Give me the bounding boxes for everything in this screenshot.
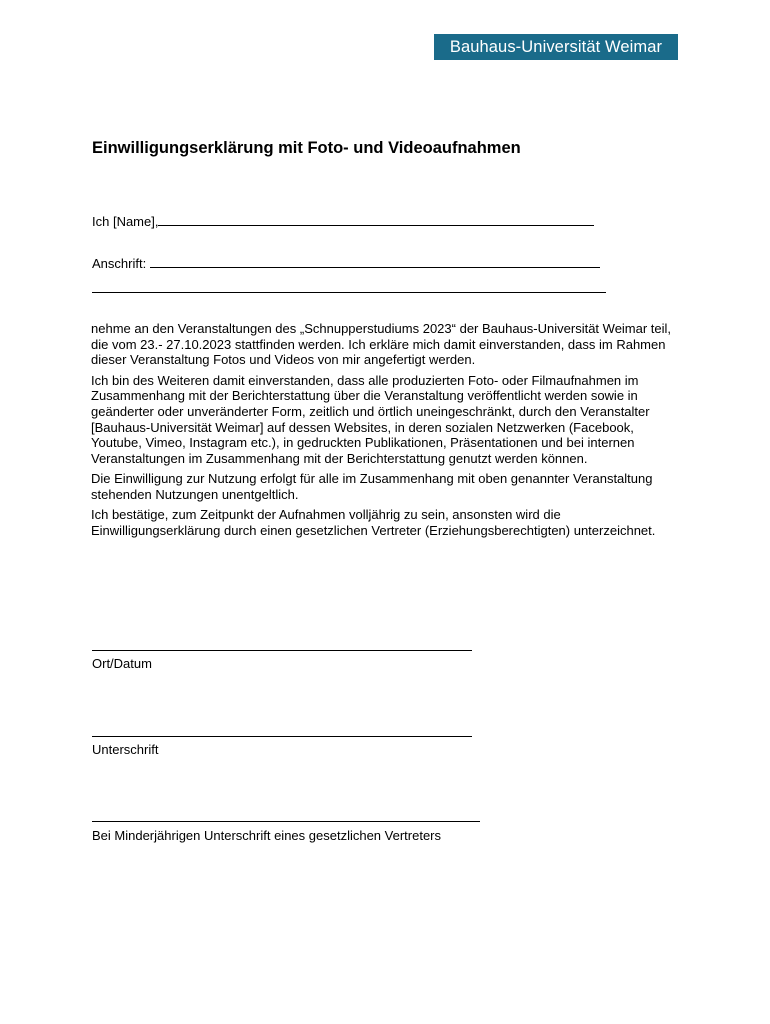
paragraph-publication: Ich bin des Weiteren damit einverstanden, dass alle produzierten Foto- oder Filmaufnahmen im Zusammenhang mit der Berichterstattung über die Veranstaltung veröffentlicht werden sowie in geänderter oder unveränderter Form, zeitlich und örtlich uneingeschränkt, durch den Veranstalter [Bauhaus-Universität Weimar] auf dessen Websites, in deren sozialen Netzwerken (Facebook, Youtube, Vimeo, Instagram etc.), in gedruckten Publikationen, Präsentationen und bei internen Veranstaltungen im Zusammenhang mit der Berichterstattung genutzt werden können.	[91, 372, 650, 467]
place-date-line[interactable]	[92, 650, 472, 651]
consent-text	[91, 321, 676, 543]
paragraph-participation: nehme an den Veranstaltungen des „Schnupperstudiums 2023“ der Bauhaus-Universität Weimar teil, die vom 23.- 27.10.2023 stattfinden werden. Ich erkläre mich damit einverstanden, dass im Rahmen dieser Veranstaltung Fotos und Videos von mir angefertigt werden.	[91, 321, 672, 368]
address-blank-line-1[interactable]	[150, 256, 600, 268]
guardian-signature-label: Bei Minderjährigen Unterschrift eines gesetzlichen Vertreters	[92, 828, 442, 843]
signature-label: Unterschrift	[92, 742, 159, 757]
name-label: Ich [Name],	[92, 214, 159, 229]
signature-line[interactable]	[92, 736, 472, 737]
address-row-2	[92, 281, 606, 296]
document-title: Einwilligungserklärung mit Foto- und Videoaufnahmen	[92, 139, 521, 157]
address-label: Anschrift:	[92, 256, 147, 271]
name-blank-line[interactable]	[158, 214, 594, 226]
university-logo: Bauhaus-Universität Weimar	[434, 34, 678, 60]
place-date-label: Ort/Datum	[92, 656, 152, 671]
address-row	[92, 256, 600, 271]
paragraph-free-of-charge: Die Einwilligung zur Nutzung erfolgt für alle im Zusammenhang mit oben genannter Veranstaltung stehenden Nutzungen unentgeltlich.	[91, 471, 653, 503]
guardian-signature-line[interactable]	[92, 821, 480, 822]
name-row	[92, 214, 594, 229]
paragraph-age-confirmation: Ich bestätige, zum Zeitpunkt der Aufnahmen volljährig zu sein, ansonsten wird die Einwilligungserklärung durch einen gesetzlichen Vertreter (Erziehungsberechtigten) unterzeichnet.	[91, 507, 656, 538]
address-blank-line-2[interactable]	[92, 281, 606, 293]
